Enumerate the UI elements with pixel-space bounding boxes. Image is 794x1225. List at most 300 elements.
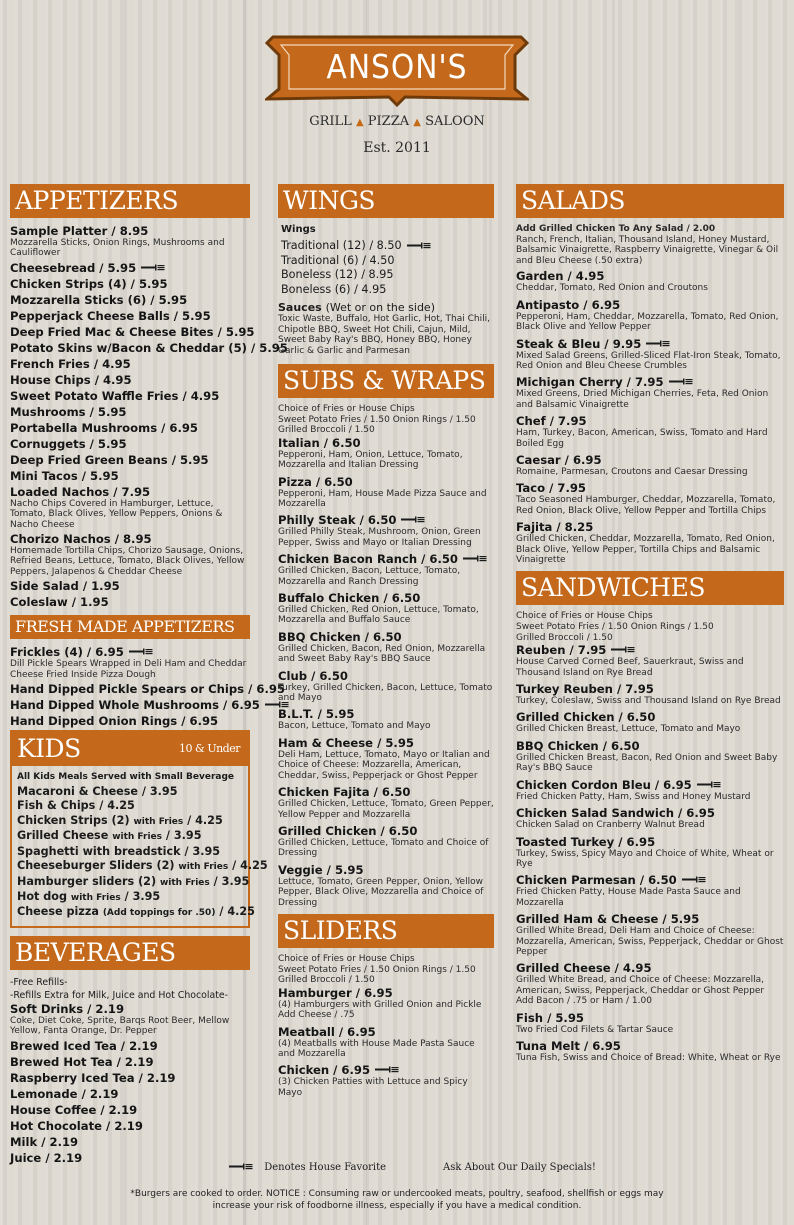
- daily-specials: Ask About Our Daily Specials!: [443, 1162, 596, 1173]
- menu-item-description: Grilled Chicken, Lettuce, Tomato and Choice of Dressing: [278, 837, 489, 859]
- section-title-wings: WINGS: [278, 184, 494, 218]
- menu-item-name-text: Chef / 7.95: [516, 414, 587, 429]
- menu-item-name-text: Reuben / 7.95: [516, 643, 607, 658]
- menu-item-name: [278, 1063, 494, 1077]
- menu-item-description: Fried Chicken Patty, Ham, Swiss and Honey Mustard: [516, 791, 751, 802]
- menu-item-name-text: Buffalo Chicken / 6.50: [278, 591, 421, 606]
- menu-item-name: [10, 682, 285, 697]
- menu-item: [10, 405, 250, 419]
- menu-item-name: [516, 337, 784, 351]
- section-title-subs: SUBS & WRAPS: [278, 364, 494, 398]
- menu-item-name: [516, 806, 784, 820]
- menu-item-name: [10, 421, 250, 435]
- menu-item-name-text: Coleslaw / 1.95: [10, 595, 109, 610]
- menu-item-name: [278, 552, 494, 566]
- kids-item: [17, 814, 243, 829]
- menu-item: [10, 1002, 250, 1037]
- menu-item-name: [10, 224, 250, 238]
- menu-item-description: Lettuce, Tomato, Green Pepper, Onion, Yellow Pepper, Black Olive, Mozzarella and Choice of Dressing: [278, 876, 484, 908]
- menu-item: [516, 778, 784, 802]
- menu-item-name: [10, 293, 250, 307]
- menu-item: [10, 1151, 250, 1165]
- menu-item-description: Deli Ham, Lettuce, Tomato, Mayo or Italian and Choice of Cheese: Mozzarella, American, Cheddar, Swiss, Pepperjack or Ghost Pepper: [278, 749, 490, 781]
- menu-item: [10, 277, 250, 291]
- menu-item-name-text: Steak & Bleu / 9.95: [516, 336, 642, 351]
- kids-item-price: / 4.25: [215, 905, 255, 919]
- menu-item: [516, 643, 784, 678]
- menu-item: [10, 340, 288, 355]
- menu-item-name-text: Chicken Bacon Ranch / 6.50: [278, 552, 458, 567]
- menu-item-name-text: Milk / 2.19: [10, 1134, 79, 1149]
- menu-item: [516, 682, 784, 706]
- menu-item: [10, 437, 250, 451]
- menu-item: [516, 520, 784, 565]
- appetizers-list: [10, 224, 288, 610]
- menu-item: [10, 421, 250, 435]
- kids-item-name: Hot dog: [17, 889, 71, 903]
- menu-item-name-text: Chicken Cordon Bleu / 6.95: [516, 777, 692, 792]
- menu-item: [516, 873, 784, 908]
- kids-item-name: Spaghetti with breadstick / 3.95: [17, 844, 221, 858]
- menu-item-name-text: Hand Dipped Whole Mushrooms / 6.95: [10, 698, 260, 713]
- menu-item-name-text: BBQ Chicken / 6.50: [516, 738, 640, 753]
- menu-item-description: Grilled Chicken Breast, Lettuce, Tomato and Mayo: [516, 724, 741, 735]
- menu-item-name-text: Side Salad / 1.95: [10, 579, 120, 594]
- menu-item-name: [10, 277, 250, 291]
- beverage-note: -Free Refills-: [10, 976, 68, 988]
- kids-item-name: Hamburger sliders (2): [17, 874, 160, 888]
- menu-item-description: Grilled Chicken, Bacon, Red Onion, Mozzarella and Sweet Baby Ray's BBQ Sauce: [278, 643, 486, 665]
- menu-item-name: [10, 309, 250, 323]
- menu-item: [10, 714, 250, 728]
- kids-item-detail: with Fries: [112, 832, 162, 843]
- menu-item: [278, 1063, 494, 1098]
- menu-item-name-text: Pepperjack Cheese Balls / 5.95: [10, 308, 211, 323]
- menu-item-name-text: Soft Drinks / 2.19: [10, 1001, 125, 1016]
- menu-item: [278, 552, 494, 587]
- menu-item-name: [10, 579, 250, 593]
- menu-item-name-text: House Chips / 4.95: [10, 372, 132, 387]
- menu-item: [10, 261, 250, 275]
- menu-item-description: Homemade Tortilla Chips, Chorizo Sausage, Onions, Refried Beans, Lettuce, Tomato, Black Olives, Yellow Peppers, Jalapenos & Cheddar Cheese: [10, 546, 245, 577]
- menu-item-name: [516, 375, 784, 389]
- menu-item-name-text: Club / 6.50: [278, 668, 348, 683]
- fork-knife-icon: [129, 648, 153, 655]
- menu-item-name-text: Sample Platter / 8.95: [10, 224, 149, 238]
- menu-item-name: [10, 340, 288, 355]
- menu-item-name: [10, 698, 260, 713]
- menu-item: [516, 481, 784, 516]
- menu-item-name-text: Philly Steak / 6.50: [278, 513, 397, 528]
- menu-item-name: [516, 710, 784, 724]
- menu-item: [516, 1039, 784, 1063]
- menu-item-name: [10, 714, 250, 728]
- kids-item-price: / 3.95: [162, 829, 202, 843]
- menu-item-name: [10, 405, 250, 419]
- menu-item-description: Nacho Chips Covered in Hamburger, Lettuce, Tomato, Black Olives, Yellow Peppers, Onions & Nacho Cheese: [10, 498, 223, 530]
- menu-item-name: [516, 873, 784, 887]
- menu-item-description: Taco Seasoned Hamburger, Cheddar, Mozzarella, Tomato, Red Onion, Black Olive, Yellow Pepper and Tortilla Chips: [516, 495, 776, 516]
- kids-age-label: 10 & Under: [179, 742, 240, 756]
- menu-item-name: [516, 481, 784, 495]
- kids-item-name: Chicken Strips (2): [17, 813, 134, 827]
- menu-item: [516, 961, 784, 1006]
- fork-knife-icon: [682, 876, 706, 883]
- menu-item: [278, 1025, 494, 1060]
- kids-item: [17, 785, 243, 799]
- sliders-note: Choice of Fries or House Chips: [278, 953, 415, 964]
- kids-item-detail: (Add toppings for .50): [102, 908, 216, 919]
- menu-item-name: [10, 389, 250, 403]
- menu-item: [10, 1055, 250, 1069]
- fork-knife-icon: [407, 242, 431, 249]
- menu-item: [10, 1135, 250, 1149]
- menu-item-name: [10, 357, 250, 371]
- menu-item-description: Turkey, Grilled Chicken, Bacon, Lettuce, Tomato and Mayo: [278, 682, 493, 704]
- menu-item-name-text: Veggie / 5.95: [278, 862, 364, 877]
- subs-note: Grilled Broccoli / 1.50: [278, 425, 375, 436]
- menu-item-description: (4) Hamburgers with Grilled Onion and Pickle Add Cheese / .75: [278, 999, 482, 1021]
- menu-item-description: Bacon, Lettuce, Tomato and Mayo: [278, 721, 431, 732]
- menu-item-name-text: Loaded Nachos / 7.95: [10, 484, 151, 499]
- menu-item-description: Mixed Greens, Dried Michigan Cherries, Feta, Red Onion and Balsamic Vinaigrette: [516, 389, 769, 410]
- menu-item: [516, 835, 784, 870]
- menu-item-name-text: Potato Skins w/Bacon & Cheddar (5) / 5.95: [10, 340, 288, 355]
- menu-item: [10, 485, 250, 530]
- subs-note: Choice of Fries or House Chips: [278, 404, 415, 414]
- sliders-note: Sweet Potato Fries / 1.50 Onion Rings / 1.50: [278, 964, 476, 975]
- menu-item-name: [516, 453, 784, 467]
- fresh-appetizers-list: [10, 645, 285, 729]
- menu-item: [516, 337, 784, 372]
- section-title-beverages: BEVERAGES: [10, 936, 250, 970]
- menu-item-name-text: Chicken Strips (4) / 5.95: [10, 276, 168, 291]
- menu-item-name-text: Chicken Parmesan / 6.50: [516, 873, 677, 888]
- menu-item-name-text: Meatball / 6.95: [278, 1024, 376, 1039]
- menu-item-name-text: Fish / 5.95: [516, 1010, 584, 1025]
- wing-item-text: Traditional (6) / 4.50: [281, 253, 395, 267]
- menu-item-description: Ham, Turkey, Bacon, American, Swiss, Tomato and Hard Boiled Egg: [516, 428, 768, 449]
- favorite-legend: [229, 1162, 386, 1173]
- menu-item: [278, 669, 494, 704]
- menu-item-name: [10, 1135, 250, 1149]
- section-title-salads: SALADS: [516, 184, 784, 218]
- fork-knife-icon: [375, 1066, 399, 1073]
- menu-item-description: Tuna Fish, Swiss and Choice of Bread: White, Wheat or Rye: [516, 1052, 781, 1063]
- menu-item-name-text: Juice / 2.19: [10, 1150, 83, 1165]
- menu-item-name-text: Mushrooms / 5.95: [10, 404, 127, 419]
- menu-item: [516, 269, 784, 293]
- menu-item-name-text: BBQ Chicken / 6.50: [278, 629, 402, 644]
- kids-item: [17, 799, 243, 813]
- menu-item-name: [10, 1103, 250, 1117]
- menu-item: [10, 595, 250, 609]
- menu-item-name: [10, 469, 250, 483]
- fork-knife-icon: [646, 340, 670, 347]
- kids-item-price: / 4.25: [228, 859, 268, 873]
- menu-item: [10, 1103, 250, 1117]
- kids-item-name: Cheeseburger Sliders (2): [17, 859, 179, 873]
- menu-item: [516, 1011, 784, 1035]
- kids-item: [17, 829, 243, 844]
- menu-item-name: [10, 1119, 250, 1133]
- column-middle: [278, 184, 494, 1102]
- favorite-legend-text: Denotes House Favorite: [264, 1162, 387, 1173]
- brand-name: ANSON'S: [326, 47, 468, 86]
- salads-note-bold: Add Grilled Chicken To Any Salad / 2.00: [516, 224, 716, 234]
- menu-item: [10, 224, 250, 259]
- menu-item: [10, 373, 250, 387]
- menu-item-description: Dill Pickle Spears Wrapped in Deli Ham and Cheddar Cheese Fried Inside Pizza Dough: [10, 659, 247, 680]
- menu-item-name: [278, 736, 494, 750]
- kids-item: [17, 905, 255, 920]
- menu-item-description: Mixed Salad Greens, Grilled-Sliced Flat-Iron Steak, Tomato, Red Onion and Bleu Cheese Crumbles: [516, 350, 781, 371]
- menu-item-name-text: Hand Dipped Pickle Spears or Chips / 6.95: [10, 682, 285, 697]
- menu-item-description: Grilled Chicken Breast, Bacon, Red Onion and Sweet Baby Ray's BBQ Sauce: [516, 752, 778, 774]
- column-left: [10, 184, 288, 1167]
- menu-item-name-text: Fajita / 8.25: [516, 520, 594, 535]
- sandwiches-list: [516, 643, 784, 1063]
- menu-item-name-text: B.L.T. / 5.95: [278, 707, 355, 722]
- menu-item-description: Grilled Chicken, Bacon, Lettuce, Tomato, Mozzarella and Ranch Dressing: [278, 566, 461, 587]
- menu-item-name: [278, 475, 494, 489]
- beverage-note: -Refills Extra for Milk, Juice and Hot Chocolate-: [10, 989, 229, 1001]
- menu-item-description: Turkey, Coleslaw, Swiss and Thousand Island on Rye Bread: [516, 696, 781, 707]
- kids-item-name: Grilled Cheese: [17, 829, 113, 843]
- menu-item: [516, 739, 784, 774]
- logo: [265, 33, 529, 107]
- section-title-fresh-appetizers: FRESH MADE APPETIZERS: [10, 615, 250, 639]
- sandwiches-note: Sweet Potato Fries / 1.50 Onion Rings / 1.50: [516, 622, 714, 633]
- triangle-icon: ▲: [413, 117, 421, 128]
- menu-item-name-text: Taco / 7.95: [516, 481, 586, 496]
- menu-item: [10, 309, 250, 323]
- menu-item: [10, 1039, 250, 1053]
- menu-item-name-text: Michigan Cherry / 7.95: [516, 375, 664, 390]
- menu-item-name: [278, 436, 494, 450]
- menu-item-description: Cheddar, Tomato, Red Onion and Croutons: [516, 283, 708, 294]
- menu-item-name: [10, 1055, 250, 1069]
- menu-item: [10, 532, 250, 577]
- kids-item-detail: with Fries: [159, 877, 210, 888]
- menu-item-name-text: House Coffee / 2.19: [10, 1102, 138, 1117]
- menu-item-name-text: Grilled Cheese / 4.95: [516, 961, 652, 976]
- menu-item-name: [516, 1039, 784, 1053]
- disclaimer-line: increase your risk of foodborne illness, especially if you have a medical condition.: [212, 1201, 582, 1211]
- column-right: [516, 184, 784, 1067]
- menu-item-name-text: Hot Chocolate / 2.19: [10, 1118, 143, 1133]
- menu-item: [10, 698, 260, 713]
- sliders-list: [278, 986, 494, 1098]
- salads-list: [516, 269, 784, 565]
- fork-knife-icon: [697, 781, 721, 788]
- menu-item-name: [516, 1011, 784, 1025]
- established: Est. 2011: [363, 140, 431, 156]
- menu-item-name-text: Mini Tacos / 5.95: [10, 468, 119, 483]
- section-title-kids: [12, 732, 248, 766]
- menu-item-name: [10, 485, 250, 499]
- menu-item-name-text: Grilled Ham & Cheese / 5.95: [516, 912, 700, 927]
- menu-item: [10, 682, 285, 697]
- kids-item-detail: with Fries: [133, 816, 184, 827]
- menu-item-name-text: Antipasto / 6.95: [516, 297, 621, 312]
- menu-item-name: [10, 1151, 250, 1165]
- menu-item-description: Romaine, Parmesan, Croutons and Caesar Dressing: [516, 467, 748, 478]
- menu-item-description: Grilled Philly Steak, Mushroom, Onion, Green Pepper, Swiss and Mayo or Italian Dressing: [278, 527, 481, 548]
- menu-item: [516, 806, 784, 830]
- menu-item-name-text: Caesar / 6.95: [516, 453, 602, 468]
- menu-item-name-text: Cornuggets / 5.95: [10, 436, 127, 451]
- menu-item-name: [10, 645, 250, 659]
- fork-knife-icon: [669, 378, 693, 385]
- menu-item-description: Grilled Chicken, Red Onion, Lettuce, Tomato, Mozzarella and Buffalo Sauce: [278, 605, 479, 626]
- subs-list: [278, 436, 494, 908]
- kids-item: [17, 845, 243, 859]
- disclaimer: [60, 1188, 734, 1212]
- menu-item-name: [516, 682, 784, 696]
- menu-item-name: [516, 414, 784, 428]
- menu-item-name: [10, 1071, 250, 1085]
- menu-item-description: (4) Meatballs with House Made Pasta Sauce and Mozzarella: [278, 1038, 475, 1059]
- fork-knife-icon: [611, 646, 635, 653]
- tagline-pizza: PIZZA: [367, 114, 410, 129]
- menu-item-description: Pepperoni, Ham, House Made Pizza Sauce and Mozzarella: [278, 488, 487, 509]
- wing-item: [278, 268, 494, 283]
- menu-item-description: Grilled White Bread, Deli Ham and Choice of Cheese: Mozzarella, American, Swiss, Pepperjack, Cheddar or Ghost Pepper: [516, 926, 784, 957]
- section-title-appetizers: APPETIZERS: [10, 184, 250, 218]
- menu-item-name-text: Deep Fried Green Beans / 5.95: [10, 452, 209, 467]
- menu-item: [516, 375, 784, 410]
- menu-item: [516, 414, 784, 449]
- menu-item-description: Pepperoni, Ham, Cheddar, Mozzarella, Tomato, Red Onion, Black Olive and Yellow Pepper: [516, 311, 779, 333]
- menu-item: [278, 824, 494, 859]
- wing-item: [278, 254, 494, 269]
- menu-item-name-text: Ham & Cheese / 5.95: [278, 735, 414, 750]
- kids-item-name: Fish & Chips / 4.25: [17, 799, 135, 813]
- menu-item-name-text: French Fries / 4.95: [10, 356, 131, 371]
- menu-item-name-text: Frickles (4) / 6.95: [10, 645, 124, 660]
- beverages-list: [10, 1002, 250, 1165]
- fork-knife-icon: [463, 555, 487, 562]
- menu-item-name-text: Chicken / 6.95: [278, 1063, 371, 1078]
- menu-item-name: [278, 707, 494, 721]
- sauces-list: Toxic Waste, Buffalo, Hot Garlic, Hot, Thai Chili, Chipotle BBQ, Sweet Hot Chili, Cajun, Mild, Sweet Baby Ray's BBQ, Honey BBQ, Honey Garlic & Garlic and Parmesan: [278, 314, 490, 356]
- menu-item-name: [278, 630, 494, 644]
- menu-item-name-text: Hamburger / 6.95: [278, 985, 393, 1000]
- menu-item-name: [10, 324, 255, 339]
- menu-item-name-text: Sweet Potato Waffle Fries / 4.95: [10, 388, 220, 403]
- salads-dressings-note: Ranch, French, Italian, Thousand Island, Honey Mustard, Balsamic Vinaigrette, Raspberry Vinaigrette, Vinegar & Oil and Bleu Cheese (.50 extra): [516, 234, 779, 266]
- menu-item: [10, 1071, 250, 1085]
- menu-item-name-text: Mozzarella Sticks (6) / 5.95: [10, 292, 188, 307]
- kids-item: [17, 874, 250, 890]
- sauces-sub: (Wet or on the side): [325, 301, 435, 315]
- menu-item-name-text: Cheesebread / 5.95: [10, 260, 137, 275]
- fork-knife-icon: [401, 516, 425, 523]
- menu-item-description: Mozzarella Sticks, Onion Rings, Mushrooms and Cauliflower: [10, 238, 225, 259]
- subs-note: Sweet Potato Fries / 1.50 Onion Rings / 1.50: [278, 414, 476, 425]
- menu-item-name: [278, 669, 494, 683]
- brand-tagline: [265, 114, 529, 129]
- menu-item-description: Pepperoni, Ham, Onion, Lettuce, Tomato, Mozzarella and Italian Dressing: [278, 449, 463, 471]
- section-title-sliders: SLIDERS: [278, 914, 494, 948]
- kids-section: [10, 730, 268, 928]
- menu-item-name: [516, 298, 784, 312]
- wing-item-text: Boneless (6) / 4.95: [281, 282, 387, 296]
- menu-item-name-text: Brewed Hot Tea / 2.19: [10, 1054, 154, 1069]
- kids-item-name: Cheese pizza: [17, 905, 103, 919]
- menu-item-name: [516, 778, 784, 792]
- kids-item: [17, 859, 268, 874]
- sliders-note: Grilled Broccoli / 1.50: [278, 975, 375, 986]
- menu-item-description: House Carved Corned Beef, Sauerkraut, Swiss and Thousand Island on Rye Bread: [516, 657, 744, 678]
- menu-item-name: [516, 269, 784, 283]
- menu-item-name-text: Hand Dipped Onion Rings / 6.95: [10, 714, 219, 729]
- tagline-grill: GRILL: [309, 114, 352, 129]
- triangle-icon: ▲: [355, 117, 364, 128]
- menu-item-name: [278, 785, 494, 799]
- menu-item-name: [10, 1087, 250, 1101]
- menu-item-name-text: Turkey Reuben / 7.95: [516, 682, 654, 697]
- kids-item-name: Macaroni & Cheese / 3.95: [17, 785, 178, 799]
- menu-item-name: [278, 1025, 494, 1039]
- menu-item-name: [10, 437, 250, 451]
- menu-item-name: [10, 453, 250, 467]
- menu-item-name-text: Chorizo Nachos / 8.95: [10, 532, 152, 547]
- menu-item: [10, 293, 250, 307]
- kids-title: KIDS: [17, 734, 81, 764]
- wing-item: [278, 283, 494, 298]
- kids-item-price: / 3.95: [120, 889, 161, 903]
- menu-item-name: [516, 643, 784, 657]
- menu-item-description: Chicken Salad on Cranberry Walnut Bread: [516, 820, 705, 831]
- menu-item-name-text: Lemonade / 2.19: [10, 1086, 119, 1101]
- menu-item-name-text: Chicken Salad Sandwich / 6.95: [516, 806, 715, 821]
- menu-item: [278, 785, 494, 820]
- menu-item: [278, 630, 494, 665]
- kids-item-detail: with Fries: [178, 862, 229, 873]
- menu-item-name: [278, 824, 494, 838]
- menu-item: [10, 1119, 250, 1133]
- kids-note: All Kids Meals Served with Small Beverage: [17, 772, 235, 783]
- menu-item-name-text: Chicken Fajita / 6.50: [278, 785, 411, 800]
- menu-item: [516, 298, 784, 333]
- menu-item-name: [278, 986, 494, 1000]
- menu-item: [278, 863, 494, 908]
- menu-item-description: Turkey, Swiss, Spicy Mayo and Choice of White, Wheat or Rye: [516, 848, 774, 869]
- menu-item-description: Two Fried Cod Filets & Tartar Sauce: [516, 1024, 674, 1035]
- menu-item-name: [278, 591, 494, 605]
- menu-item: [278, 513, 494, 548]
- menu-item-name: [516, 520, 784, 534]
- menu-item-description: Fried Chicken Patty, House Made Pasta Sauce and Mozzarella: [516, 887, 741, 908]
- menu-item: [10, 389, 250, 403]
- menu-item: [516, 710, 784, 734]
- menu-item-name: [10, 532, 250, 546]
- menu-item-name: [10, 1039, 250, 1053]
- menu-item: [10, 469, 250, 483]
- menu-item: [10, 579, 250, 593]
- menu-item-description: Grilled Chicken, Lettuce, Tomato, Green Pepper, Yellow Pepper and Mozzarella: [278, 799, 494, 820]
- wing-item-text: Boneless (12) / 8.95: [281, 268, 394, 282]
- menu-item-name-text: Tuna Melt / 6.95: [516, 1038, 621, 1053]
- menu-item-name-text: Portabella Mushrooms / 6.95: [10, 420, 199, 435]
- menu-item: [278, 475, 494, 510]
- menu-item-name: [10, 595, 250, 609]
- menu-item-name-text: Brewed Iced Tea / 2.19: [10, 1038, 158, 1053]
- disclaimer-line: *Burgers are cooked to order. NOTICE : Consuming raw or undercooked meats, poultry, seafood, shellfish or eggs may: [130, 1189, 664, 1199]
- menu-item: [278, 736, 494, 781]
